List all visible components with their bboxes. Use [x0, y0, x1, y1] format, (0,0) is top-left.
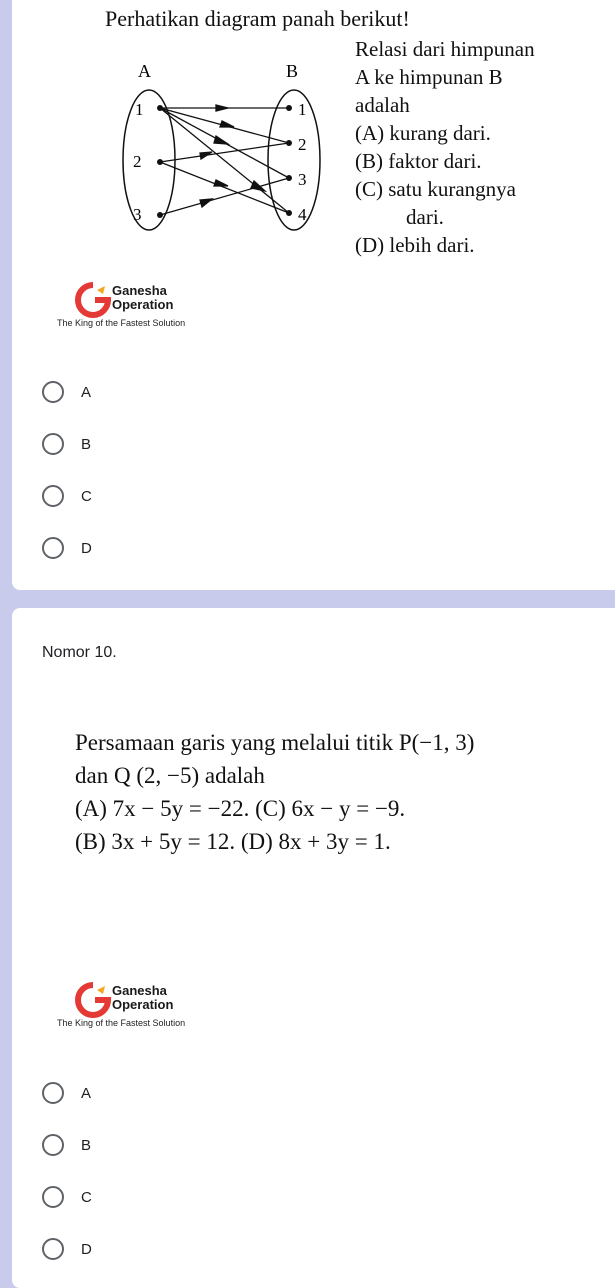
choice-line: [355, 147, 535, 175]
option-d[interactable]: [42, 533, 92, 563]
radio-button[interactable]: [42, 537, 64, 559]
option-a[interactable]: [42, 1078, 91, 1108]
option-label: D: [81, 1240, 92, 1258]
logo-tagline: The King of the Fastest Solution: [57, 318, 186, 328]
question-text: [355, 35, 535, 259]
choice-text: kurang dari.: [389, 121, 491, 145]
option-label: D: [81, 539, 92, 557]
arrow-head: [200, 199, 212, 207]
logo-line1: Ganesha: [112, 283, 167, 298]
arrow-head: [200, 152, 212, 159]
arrow-head: [214, 136, 228, 144]
set-a-element: 2: [133, 152, 142, 171]
choice-line: dari.: [406, 205, 444, 229]
arrow-head: [214, 180, 228, 186]
choice-letter: (D): [355, 233, 385, 257]
option-label: A: [81, 383, 92, 401]
choice-letter: (A): [355, 121, 385, 145]
question-text: [75, 726, 474, 858]
option-label: B: [81, 435, 92, 453]
arrow-head: [220, 121, 234, 127]
logo-name: [112, 984, 173, 1012]
set-b-element: 3: [298, 170, 307, 189]
choice-line: (A) 7x − 5y = −22. (C) 6x − y = −9.: [75, 796, 406, 821]
choice-text: faktor dari.: [388, 149, 482, 173]
option-b[interactable]: [42, 1130, 91, 1160]
question-line: Persamaan garis yang melalui titik P(−1, 3): [75, 730, 475, 755]
logo-line2: Operation: [112, 997, 174, 1012]
question-title: Perhatikan diagram panah berikut!: [105, 6, 410, 31]
question-card-1: [12, 0, 615, 590]
choice-line: [355, 231, 535, 259]
option-d[interactable]: [42, 1234, 92, 1264]
option-c[interactable]: [42, 1182, 92, 1212]
choice-line: (B) 3x + 5y = 12. (D) 8x + 3y = 1.: [75, 829, 391, 854]
option-label: C: [81, 487, 92, 505]
radio-button[interactable]: [42, 433, 64, 455]
radio-button[interactable]: [42, 1186, 64, 1208]
question-line: A ke himpunan B: [355, 65, 503, 89]
choice-letter: (B): [355, 149, 383, 173]
option-b[interactable]: [42, 429, 91, 459]
choice-letter: (C): [355, 177, 383, 201]
set-a-element: 1: [135, 100, 144, 119]
radio-button[interactable]: [42, 1082, 64, 1104]
option-label: C: [81, 1188, 92, 1206]
radio-button[interactable]: [42, 485, 64, 507]
relation-arrow: [160, 143, 289, 162]
set-b-element: 2: [298, 135, 307, 154]
choice-text: satu kurangnya: [388, 177, 516, 201]
set-b-element: 1: [298, 100, 307, 119]
choice-text: lebih dari.: [389, 233, 475, 257]
question-line: Relasi dari himpunan: [355, 37, 535, 61]
option-c[interactable]: [42, 481, 92, 511]
set-b-oval: [268, 90, 320, 230]
logo-name: [112, 284, 173, 312]
arrow-head: [216, 105, 228, 111]
question-card-2: [12, 608, 615, 1288]
logo-line2: Operation: [112, 297, 174, 312]
option-label: B: [81, 1136, 92, 1154]
choice-line: [355, 175, 535, 203]
question-line: dan Q (2, −5) adalah: [75, 763, 265, 788]
set-b-label: B: [286, 61, 299, 81]
set-a-element: 3: [133, 205, 142, 224]
option-label: A: [81, 1084, 92, 1102]
set-a-oval: [123, 90, 175, 230]
arrow-diagram: [104, 60, 359, 250]
choice-line: [355, 119, 535, 147]
ganesha-g-icon: [75, 282, 111, 318]
logo-line1: Ganesha: [112, 983, 167, 998]
radio-button[interactable]: [42, 381, 64, 403]
question-line: adalah: [355, 93, 410, 117]
logo-tagline: The King of the Fastest Solution: [57, 1018, 186, 1028]
radio-button[interactable]: [42, 1134, 64, 1156]
option-a[interactable]: [42, 377, 91, 407]
question-number: Nomor 10.: [42, 644, 117, 661]
ganesha-g-icon: [75, 982, 111, 1018]
set-a-label: A: [138, 61, 151, 81]
radio-button[interactable]: [42, 1238, 64, 1260]
set-b-element: 4: [298, 205, 307, 224]
